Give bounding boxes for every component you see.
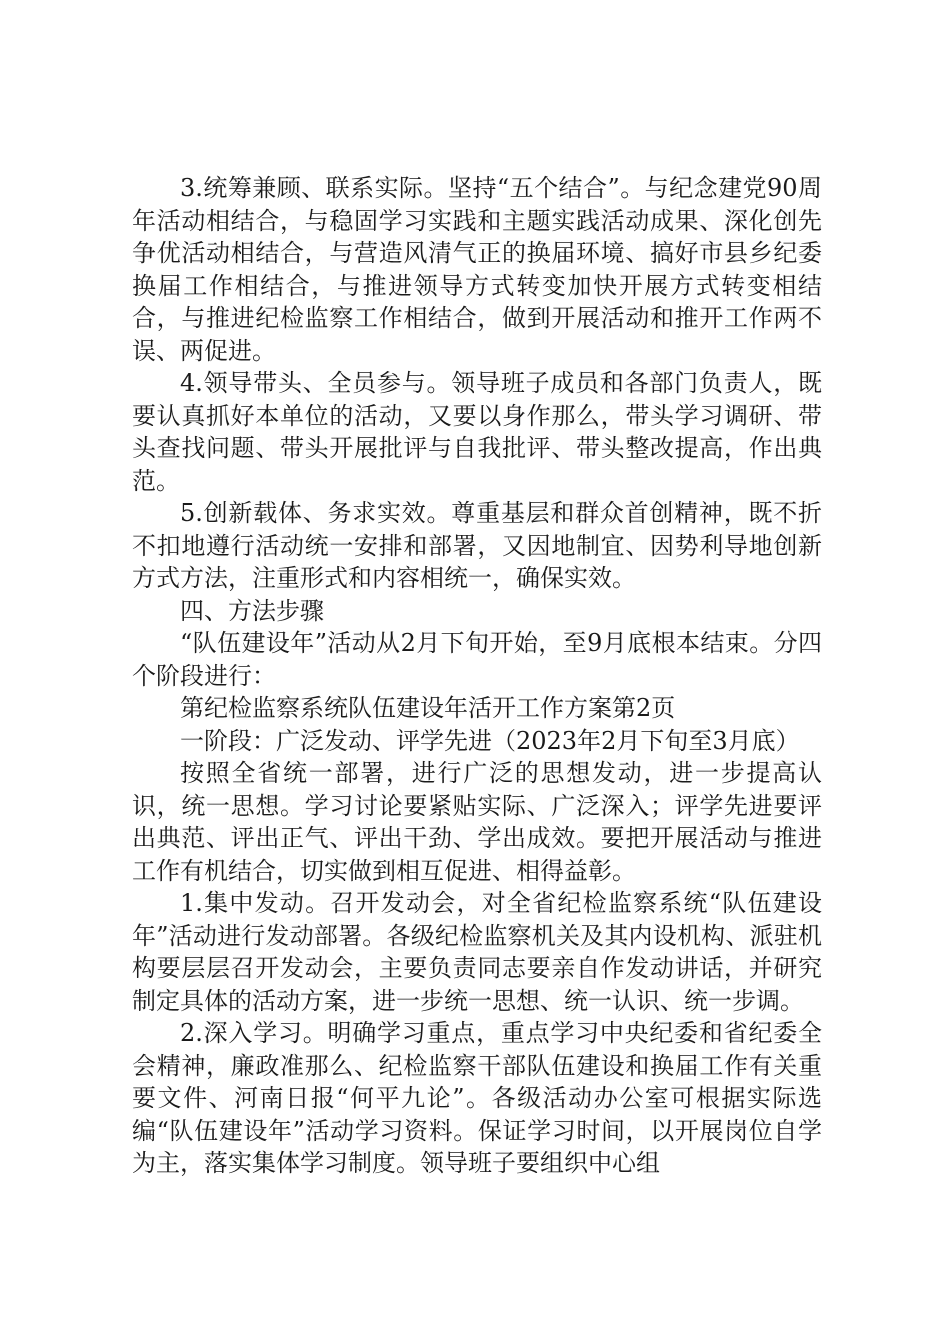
paragraph-phase-one: 按照全省统一部署，进行广泛的思想发动，进一步提高认识，统一思想。学习讨论要紧贴实际、广泛深入；评学先进要评出典范、评出正气、评出干劲、学出成效。要把开展活动与推进工作有机结合，切实做到相互促进、相得益彰。 — [132, 759, 822, 885]
paragraph-step-1: 1.集中发动。召开发动会，对全省纪检监察系统“队伍建设年”活动进行发动部署。各级纪检监察机关及其内设机构、派驻机构要层层召开发动会，主要负责同志要亲自作发动讲话，并研究制定具体的活动方案，进一步统一思想、统一认识、统一步调。 — [132, 889, 822, 1015]
paragraph-principle-5: 5.创新载体、务求实效。尊重基层和群众首创精神，既不折不扣地遵行活动统一安排和部署，又因地制宜、因势利导地创新方式方法，注重形式和内容相统一，确保实效。 — [132, 499, 822, 592]
paragraph-principle-3: 3.统筹兼顾、联系实际。坚持“五个结合”。与纪念建党90周年活动相结合，与稳固学习实践和主题实践活动成果、深化创先争优活动相结合，与营造风清气正的换届环境、搞好市县乡纪委换届工作相结合，与推进领导方式转变加快开展方式转变相结合，与推进纪检监察工作相结合，做到开展活动和推开工作两不误、两促进。 — [132, 174, 822, 365]
phase-one-heading: 一阶段：广泛发动、评学先进（2023年2月下旬至3月底） — [180, 726, 800, 755]
document-body — [132, 172, 822, 1180]
paragraph-schedule: “队伍建设年”活动从2月下旬开始，至9月底根本结束。分四个阶段进行： — [132, 629, 822, 690]
paragraph-principle-4: 4.领导带头、全员参与。领导班子成员和各部门负责人，既要认真抓好本单位的活动，又要以身作那么，带头学习调研、带头查找问题、带头开展批评与自我批评、带头整改提高，作出典范。 — [132, 369, 822, 495]
section-heading-methods: 四、方法步骤 — [180, 596, 324, 625]
paragraph-step-2: 2.深入学习。明确学习重点，重点学习中央纪委和省纪委全会精神，廉政准那么、纪检监察干部队伍建设和换届工作有关重要文件、河南日报“何平九论”。各级活动办公室可根据实际选编“队伍建设年”活动学习资料。保证学习时间，以开展岗位自学为主，落实集体学习制度。领导班子要组织中心组 — [132, 1019, 822, 1177]
page-title-line: 第纪检监察系统队伍建设年活开工作方案第2页 — [180, 694, 676, 722]
